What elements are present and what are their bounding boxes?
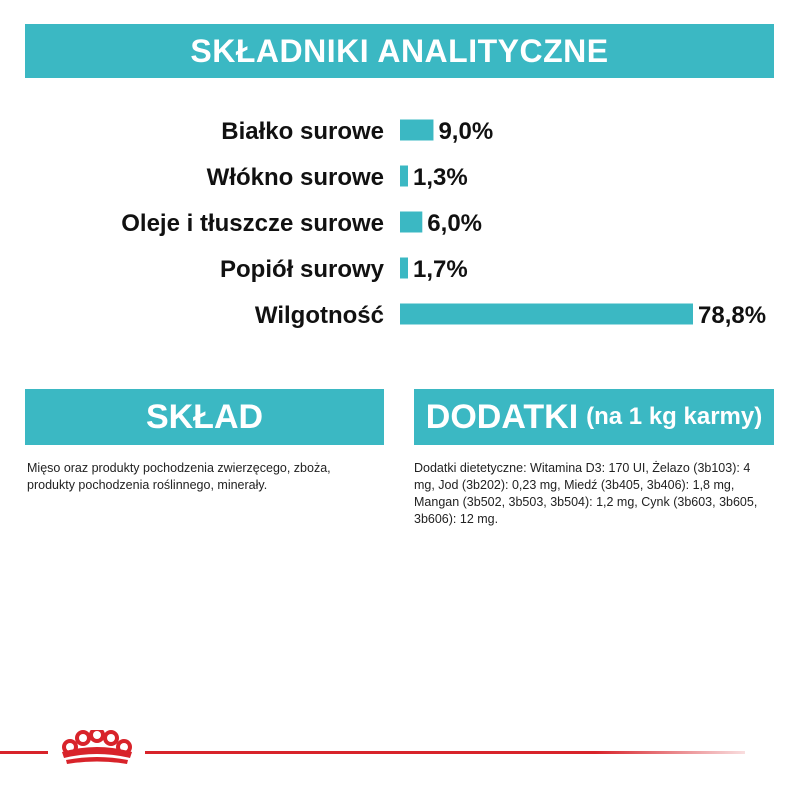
category-label: Białko surowe xyxy=(221,118,384,145)
value-label: 9,0% xyxy=(438,118,494,145)
category-label: Oleje i tłuszcze surowe xyxy=(121,210,384,237)
composition-title: SKŁAD xyxy=(145,397,264,436)
value-label: 78,8% xyxy=(698,302,767,329)
value-label: 1,3% xyxy=(413,164,468,191)
additives-title: DODATKI xyxy=(425,397,579,436)
bar xyxy=(400,166,408,187)
value-label: 6,0% xyxy=(427,210,483,237)
analytics-title: SKŁADNIKI ANALITYCZNE xyxy=(190,32,609,69)
analytics-bar-chart xyxy=(0,100,800,340)
additives-title-banner xyxy=(414,389,774,445)
royal-crown-logo-icon xyxy=(62,730,132,764)
brand-footer xyxy=(0,730,800,790)
category-label: Popiół surowy xyxy=(219,256,384,283)
bar xyxy=(400,304,693,325)
category-label: Wilgotność xyxy=(254,302,384,329)
analytics-title-banner xyxy=(25,24,774,78)
category-label: Włókno surowe xyxy=(206,164,384,191)
composition-text: Mięso oraz produkty pochodzenia zwierzęcego, zboża, produkty pochodzenia roślinnego, minerały. xyxy=(27,461,331,492)
composition-title-banner xyxy=(25,389,384,445)
value-label: 1,7% xyxy=(413,256,468,283)
bar xyxy=(400,120,433,141)
additives-text: Dodatki dietetyczne: Witamina D3: 170 UI, Żelazo (3b103): 4 mg, Jod (3b202): 0,23 mg, Miedź (3b405, 3b406): 1,8 mg, Mangan (3b502, 3b503, 3b504): 1,2 mg, Cynk (3b603, 3b605, 3b606): 12 mg. xyxy=(414,461,758,526)
footer-line-right xyxy=(145,751,745,754)
footer-line-left xyxy=(0,751,48,754)
bar xyxy=(400,212,422,233)
bar xyxy=(400,258,408,279)
additives-title-unit: (na 1 kg karmy) xyxy=(586,403,763,430)
